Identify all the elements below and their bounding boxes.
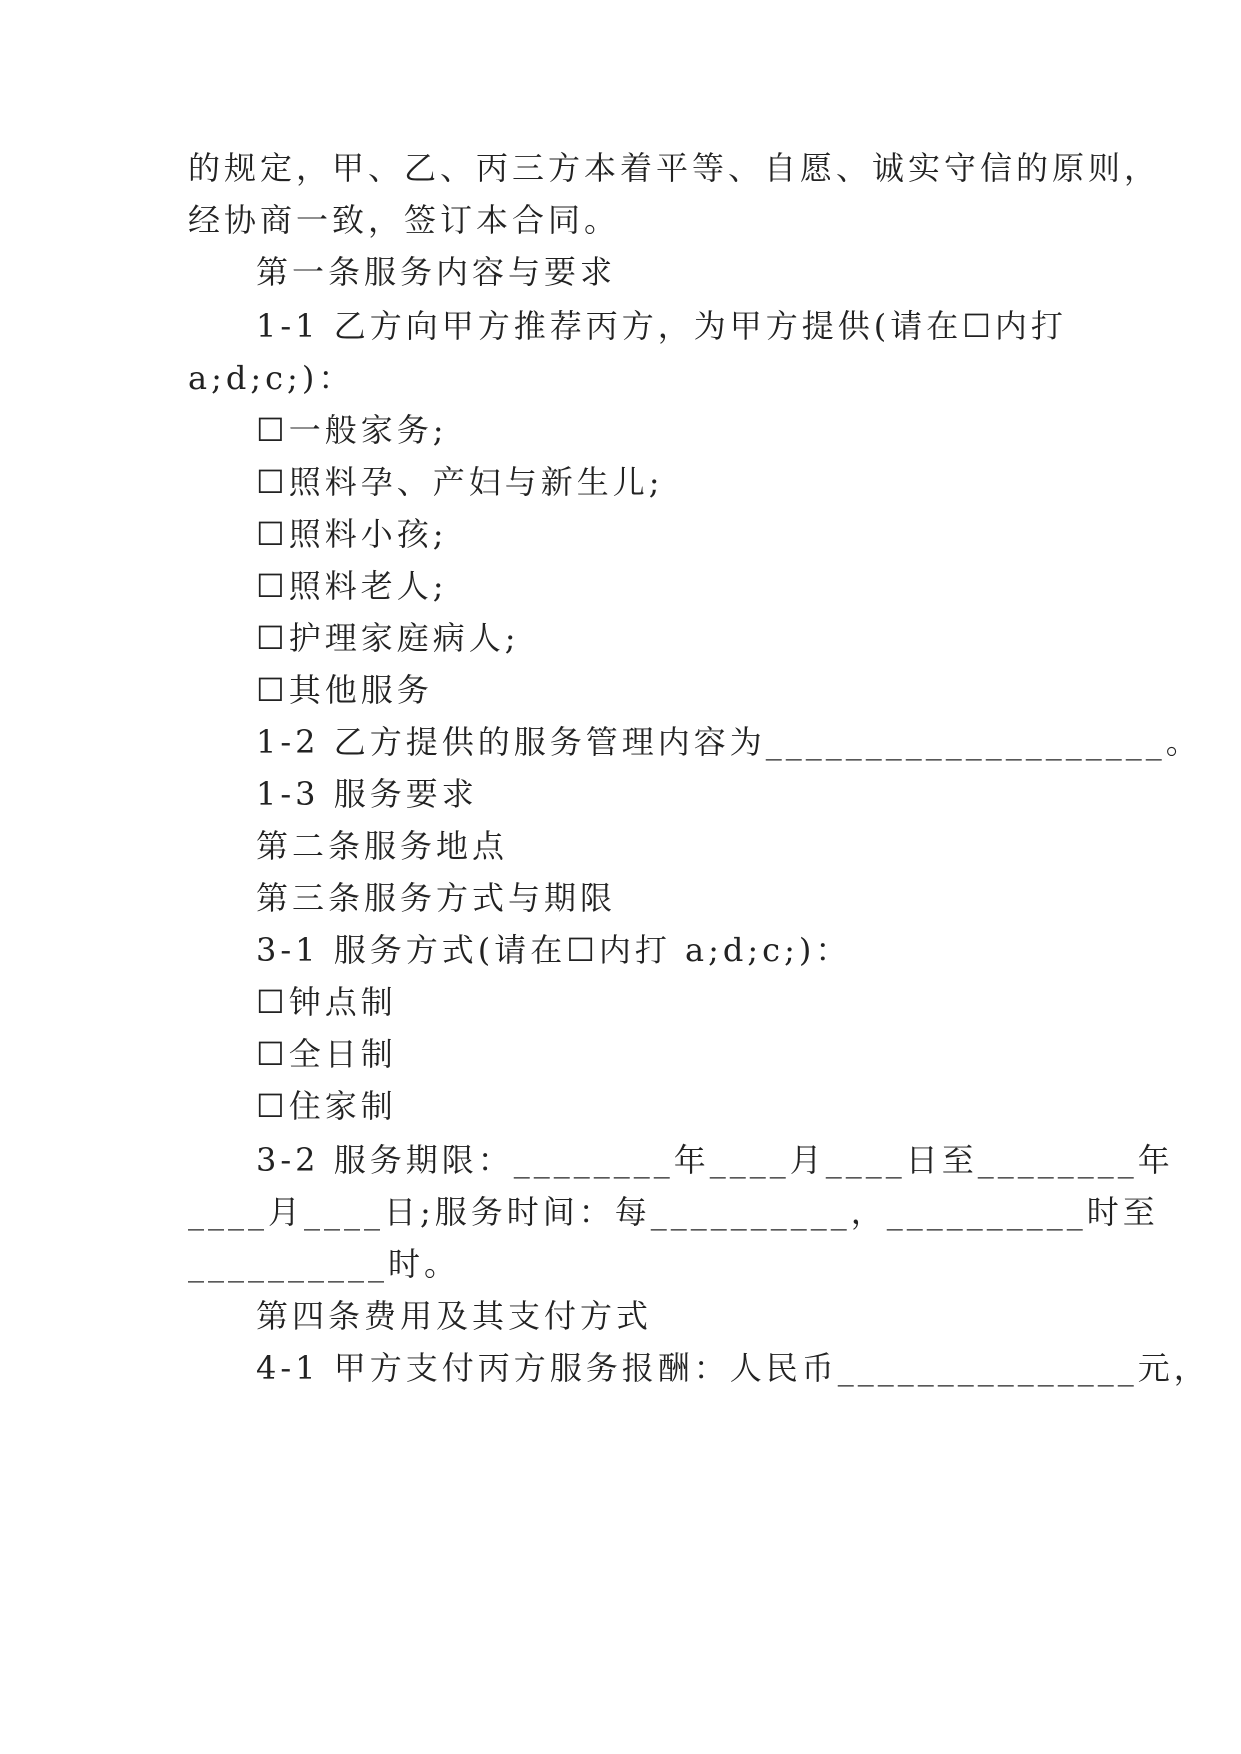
checkbox-option: ☐钟点制 bbox=[256, 983, 397, 1021]
clause-line: 4-1 甲方支付丙方服务报酬：人民币_______________元， bbox=[256, 1349, 1210, 1387]
paragraph-line: 的规定，甲、乙、丙三方本着平等、自愿、诚实守信的原则， bbox=[188, 149, 1161, 187]
section-heading: 第四条费用及其支付方式 bbox=[256, 1297, 653, 1335]
checkbox-option: ☐其他服务 bbox=[256, 671, 433, 709]
clause-line: __________时。 bbox=[188, 1245, 461, 1283]
checkbox-option: ☐一般家务; bbox=[256, 411, 448, 449]
checkbox-option: ☐全日制 bbox=[256, 1035, 397, 1073]
section-heading: 第一条服务内容与要求 bbox=[256, 253, 617, 291]
section-heading: 第三条服务方式与期限 bbox=[256, 879, 617, 917]
checkbox-option: ☐住家制 bbox=[256, 1087, 397, 1125]
checkbox-option: ☐照料小孩; bbox=[256, 515, 448, 553]
clause-line: 1-3 服务要求 bbox=[256, 775, 478, 813]
clause-line: 3-1 服务方式(请在☐内打 a;d;c;)： bbox=[256, 931, 852, 969]
paragraph-line: 经协商一致，签订本合同。 bbox=[188, 201, 621, 239]
checkbox-option: ☐护理家庭病人; bbox=[256, 619, 520, 657]
clause-line: 1-1 乙方向甲方推荐丙方，为甲方提供(请在☐内打 bbox=[256, 307, 1067, 345]
section-heading: 第二条服务地点 bbox=[256, 827, 509, 865]
clause-line: a;d;c;)： bbox=[188, 359, 355, 397]
checkbox-option: ☐照料孕、产妇与新生儿; bbox=[256, 463, 664, 501]
checkbox-option: ☐照料老人; bbox=[256, 567, 448, 605]
clause-line: 1-2 乙方提供的服务管理内容为____________________。 bbox=[256, 723, 1202, 761]
clause-line: 3-2 服务期限：________年____月____日至________年 bbox=[256, 1141, 1174, 1179]
clause-line: ____月____日;服务时间：每__________，__________时至 bbox=[188, 1193, 1159, 1231]
